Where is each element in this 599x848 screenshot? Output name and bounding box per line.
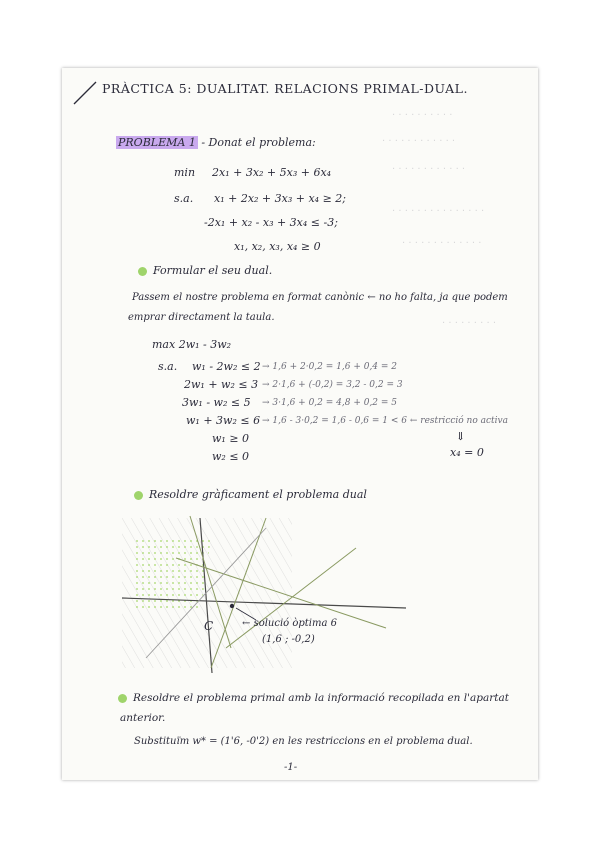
part-c-title-2: anterior.	[120, 712, 166, 724]
dual-constraint-5: w₁ ≥ 0	[212, 432, 250, 445]
part-a-text-2: emprar directament la taula.	[128, 312, 275, 323]
bleed-through: · · · · · · · · · ·	[392, 110, 453, 121]
optimal-point	[230, 604, 234, 608]
primal-objective: 2x₁ + 3x₂ + 5x₃ + 6x₄	[212, 166, 332, 179]
part-b-heading	[134, 488, 367, 501]
dual-objective: max 2w₁ - 3w₂	[152, 338, 232, 351]
problem-tag: PROBLEMA 1	[118, 136, 196, 149]
part-a-title: Formular el seu dual.	[153, 264, 273, 277]
part-c-marker	[118, 694, 127, 703]
dual-check-1: → 1,6 + 2·0,2 = 1,6 + 0,4 = 2	[262, 362, 398, 372]
problem-intro: - Donat el problema:	[201, 136, 316, 149]
part-c-text: Substituïm w* = (1'6, -0'2) en les restriccions en el problema dual.	[134, 736, 473, 747]
part-a-heading	[138, 264, 272, 277]
part-c-title: Resoldre el problema primal amb la informació recopilada en l'apartat	[133, 692, 509, 704]
dual-constraint-4: w₁ + 3w₂ ≤ 6	[186, 414, 261, 427]
graph-point-label: C	[204, 619, 214, 633]
bleed-through: · · · · · · · · ·	[442, 318, 497, 329]
dual-constraint-2: 2w₁ + w₂ ≤ 3	[184, 378, 259, 391]
primal-constraint-3: x₁, x₂, x₃, x₄ ≥ 0	[234, 240, 321, 253]
down-arrow: ⇓	[456, 430, 466, 443]
dual-constraint-1: w₁ - 2w₂ ≤ 2	[192, 360, 261, 373]
dual-constraint-6: w₂ ≤ 0	[212, 450, 250, 463]
bleed-through: · · · · · · · · · · · · ·	[402, 238, 482, 249]
part-b-title: Resoldre gràficament el problema dual	[149, 488, 367, 501]
part-c-heading	[118, 692, 509, 704]
page-title: PRÀCTICA 5: DUALITAT. RELACIONS PRIMAL-DUAL.	[102, 81, 468, 96]
bleed-through: · · · · · · · · · · · ·	[392, 164, 466, 175]
bleed-through: · · · · · · · · · · · ·	[382, 136, 456, 147]
solution-point: (1,6 ; -0,2)	[262, 634, 315, 645]
part-b-marker	[134, 491, 143, 500]
notebook-page	[62, 68, 538, 780]
solution-note	[242, 618, 337, 629]
solution-note-text: solució òptima 6	[253, 618, 337, 629]
dual-check-3: → 3·1,6 + 0,2 = 4,8 + 0,2 = 5	[262, 398, 398, 408]
primal-constraint-1: x₁ + 2x₂ + 3x₃ + x₄ ≥ 2;	[214, 192, 346, 205]
primal-st-label: s.a.	[174, 192, 194, 205]
dual-st-label: s.a.	[158, 360, 178, 373]
bleed-through: · · · · · · · · · · · · · · ·	[392, 206, 485, 217]
dual-check-4: → 1,6 - 3·0,2 = 1,6 - 0,6 = 1 < 6 ← restricció no activa	[262, 416, 508, 426]
primal-constraint-2: -2x₁ + x₂ - x₃ + 3x₄ ≤ -3;	[204, 216, 338, 229]
page-number: -1-	[284, 762, 298, 773]
part-a-text-1: Passem el nostre problema en format canònic ← no ho falta, ja que podem	[132, 292, 508, 303]
part-a-marker	[138, 267, 147, 276]
dual-conclusion: x₄ = 0	[450, 446, 484, 459]
problem-heading	[116, 136, 316, 149]
solution-arrow: ←	[242, 618, 254, 629]
dual-check-2: → 2·1,6 + (-0,2) = 3,2 - 0,2 = 3	[262, 380, 403, 390]
dual-graph	[116, 508, 416, 678]
primal-obj-label: min	[174, 166, 196, 179]
title-slash	[72, 78, 102, 108]
dual-constraint-3: 3w₁ - w₂ ≤ 5	[182, 396, 251, 409]
